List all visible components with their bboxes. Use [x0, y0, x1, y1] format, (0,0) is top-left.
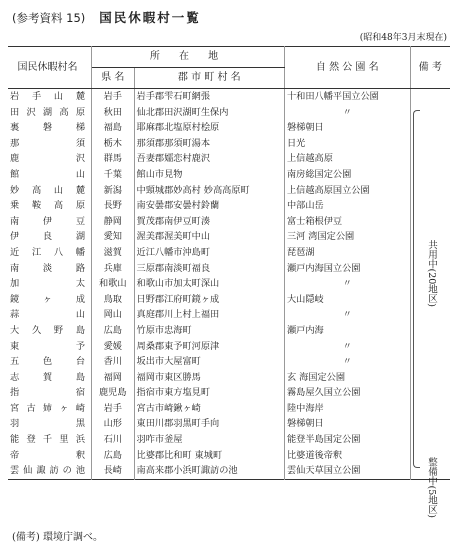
prefecture: 福岡 [92, 370, 135, 386]
prefecture: 群馬 [92, 151, 135, 167]
resort-name: 南伊豆 [8, 214, 92, 230]
resort-name: 田沢湖高原 [8, 105, 92, 121]
park-name: 陸中海岸 [284, 401, 410, 417]
resort-name: 鹿沢 [8, 151, 92, 167]
resort-name: 裏磐梯 [8, 120, 92, 136]
prefecture: 香川 [92, 354, 135, 370]
municipality: 賀茂郡南伊豆町湊 [134, 214, 284, 230]
park-name: 南房総国定公園 [284, 167, 410, 183]
table-row [8, 416, 450, 432]
resort-name: 雲仙諏訪の池 [8, 463, 92, 479]
prefecture: 広島 [92, 323, 135, 339]
municipality: 仙北郡田沢湖町生保内 [134, 105, 284, 121]
prefecture: 福島 [92, 120, 135, 136]
park-name: 日光 [284, 136, 410, 152]
resort-name: 東予 [8, 339, 92, 355]
table-row [8, 214, 450, 230]
header-name: 国民休暇村名 [8, 47, 92, 89]
municipality: 三原郡南淡町福良 [134, 261, 284, 277]
resort-name: 帝釈 [8, 448, 92, 464]
resort-name: 宮古姉ヶ崎 [8, 401, 92, 417]
municipality: 坂出市大屋富町 [134, 354, 284, 370]
resort-name: 乗鞍高原 [8, 198, 92, 214]
resort-name: 南淡路 [8, 261, 92, 277]
prefecture: 長崎 [92, 463, 135, 479]
park-name: 〃 [284, 339, 410, 355]
table-row [8, 105, 450, 121]
municipality: 耶麻郡北塩原村桧原 [134, 120, 284, 136]
prefecture: 長野 [92, 198, 135, 214]
table-row [8, 463, 450, 479]
prefecture: 愛知 [92, 229, 135, 245]
municipality: 近江八幡市沖島町 [134, 245, 284, 261]
park-name: 比婆道後帝釈 [284, 448, 410, 464]
reference-number: (参考資料 15) [12, 11, 86, 25]
municipality: 岩手郡雫石町網張 [134, 89, 284, 105]
park-name: 磐梯朝日 [284, 416, 410, 432]
table-row [8, 136, 450, 152]
park-name: 雲仙天草国立公園 [284, 463, 410, 479]
prefecture: 岩手 [92, 89, 135, 105]
table-row [8, 198, 450, 214]
municipality: 那須郡那須町湯本 [134, 136, 284, 152]
header-note: 備 考 [410, 47, 450, 89]
municipality: 渥美郡渥美町中山 [134, 229, 284, 245]
resort-name: 岩手山麓 [8, 89, 92, 105]
resort-name: 近江八幡 [8, 245, 92, 261]
prefecture: 岡山 [92, 307, 135, 323]
header-pref: 県 名 [92, 68, 135, 89]
note-cell [410, 89, 450, 105]
resort-name: 鏡ヶ成 [8, 292, 92, 308]
group-shared: 共用中(20地区) [426, 240, 437, 308]
resort-name: 那須 [8, 136, 92, 152]
prefecture: 千葉 [92, 167, 135, 183]
prefecture: 栃木 [92, 136, 135, 152]
park-name: 〃 [284, 354, 410, 370]
park-name: 〃 [284, 307, 410, 323]
park-name: 大山隠岐 [284, 292, 410, 308]
resort-name: 志賀島 [8, 370, 92, 386]
resort-name: 加太 [8, 276, 92, 292]
municipality: 比婆郡比和町 東城町 [134, 448, 284, 464]
resort-name: 大久野島 [8, 323, 92, 339]
resort-name: 指宿 [8, 385, 92, 401]
resort-name: 五色台 [8, 354, 92, 370]
municipality: 和歌山市加太町深山 [134, 276, 284, 292]
prefecture: 静岡 [92, 214, 135, 230]
municipality: 羽咋市釜屋 [134, 432, 284, 448]
park-name: 瀬戸内海国立公園 [284, 261, 410, 277]
as-of-date: (昭和48年3月末現在) [359, 33, 447, 43]
park-name: 霧島屋久国立公園 [284, 385, 410, 401]
table-row [8, 229, 450, 245]
table-row [8, 385, 450, 401]
prefecture: 愛媛 [92, 339, 135, 355]
municipality: 南安曇郡安曇村鈴蘭 [134, 198, 284, 214]
header-location: 所 在 地 [92, 47, 285, 68]
park-name: 上信越高原国立公園 [284, 183, 410, 199]
prefecture: 秋田 [92, 105, 135, 121]
park-name: 能登半島国定公園 [284, 432, 410, 448]
table-row [8, 323, 450, 339]
document-title: 国民休暇村一覧 [99, 10, 201, 25]
table-row [8, 432, 450, 448]
park-name: 玄 海国定公園 [284, 370, 410, 386]
prefecture: 鳥取 [92, 292, 135, 308]
resort-table [8, 46, 450, 480]
table-row [8, 292, 450, 308]
table-row [8, 370, 450, 386]
municipality: 吾妻郡嬬恋村鹿沢 [134, 151, 284, 167]
header-park: 自 然 公 園 名 [284, 47, 410, 89]
prefecture: 広島 [92, 448, 135, 464]
table-row [8, 245, 450, 261]
prefecture: 滋賀 [92, 245, 135, 261]
resort-name: 館山 [8, 167, 92, 183]
municipality: 日野郡江府町鏡ヶ成 [134, 292, 284, 308]
table-row [8, 183, 450, 199]
municipality: 館山市見物 [134, 167, 284, 183]
park-name: 〃 [284, 105, 410, 121]
resort-name: 伊良湖 [8, 229, 92, 245]
group-brace-shared [413, 110, 420, 468]
table-row [8, 307, 450, 323]
prefecture: 鹿児島 [92, 385, 135, 401]
park-name: 〃 [284, 276, 410, 292]
municipality: 周桑郡東予町河原津 [134, 339, 284, 355]
prefecture: 和歌山 [92, 276, 135, 292]
park-name: 琵琶湖 [284, 245, 410, 261]
park-name: 中部山岳 [284, 198, 410, 214]
table-row [8, 261, 450, 277]
park-name: 十和田八幡平国立公園 [284, 89, 410, 105]
prefecture: 岩手 [92, 401, 135, 417]
municipality: 宮古市崎鍬ヶ崎 [134, 401, 284, 417]
table-row [8, 151, 450, 167]
table-row [8, 89, 450, 105]
resort-name: 蒜山 [8, 307, 92, 323]
park-name: 富士箱根伊豆 [284, 214, 410, 230]
prefecture: 新潟 [92, 183, 135, 199]
table-row [8, 401, 450, 417]
resort-name: 妙高山麓 [8, 183, 92, 199]
municipality: 東田川郡羽黒町手向 [134, 416, 284, 432]
park-name: 瀬戸内海 [284, 323, 410, 339]
resort-name: 羽黒 [8, 416, 92, 432]
municipality: 真庭郡川上村上福田 [134, 307, 284, 323]
table-row [8, 120, 450, 136]
table-row [8, 276, 450, 292]
table-row [8, 448, 450, 464]
municipality: 指宿市東方塩見町 [134, 385, 284, 401]
municipality: 福岡市東区勝馬 [134, 370, 284, 386]
table-row [8, 339, 450, 355]
header-muni: 郡 市 町 村 名 [134, 68, 284, 89]
municipality: 中頸城郡妙高村 妙高高原町 [134, 183, 284, 199]
table-row [8, 167, 450, 183]
park-name: 磐梯朝日 [284, 120, 410, 136]
group-developing: 整備中(5地区) [426, 457, 437, 518]
prefecture: 山形 [92, 416, 135, 432]
resort-name: 能登千里浜 [8, 432, 92, 448]
municipality: 南高来郡小浜町諏訪の池 [134, 463, 284, 479]
park-name: 上信越高原 [284, 151, 410, 167]
prefecture: 石川 [92, 432, 135, 448]
page-title [12, 8, 452, 26]
prefecture: 兵庫 [92, 261, 135, 277]
municipality: 竹原市忠海町 [134, 323, 284, 339]
table-row [8, 354, 450, 370]
footnote: (備考) 環境庁調べ。 [12, 532, 103, 543]
park-name: 三河 湾国定公園 [284, 229, 410, 245]
